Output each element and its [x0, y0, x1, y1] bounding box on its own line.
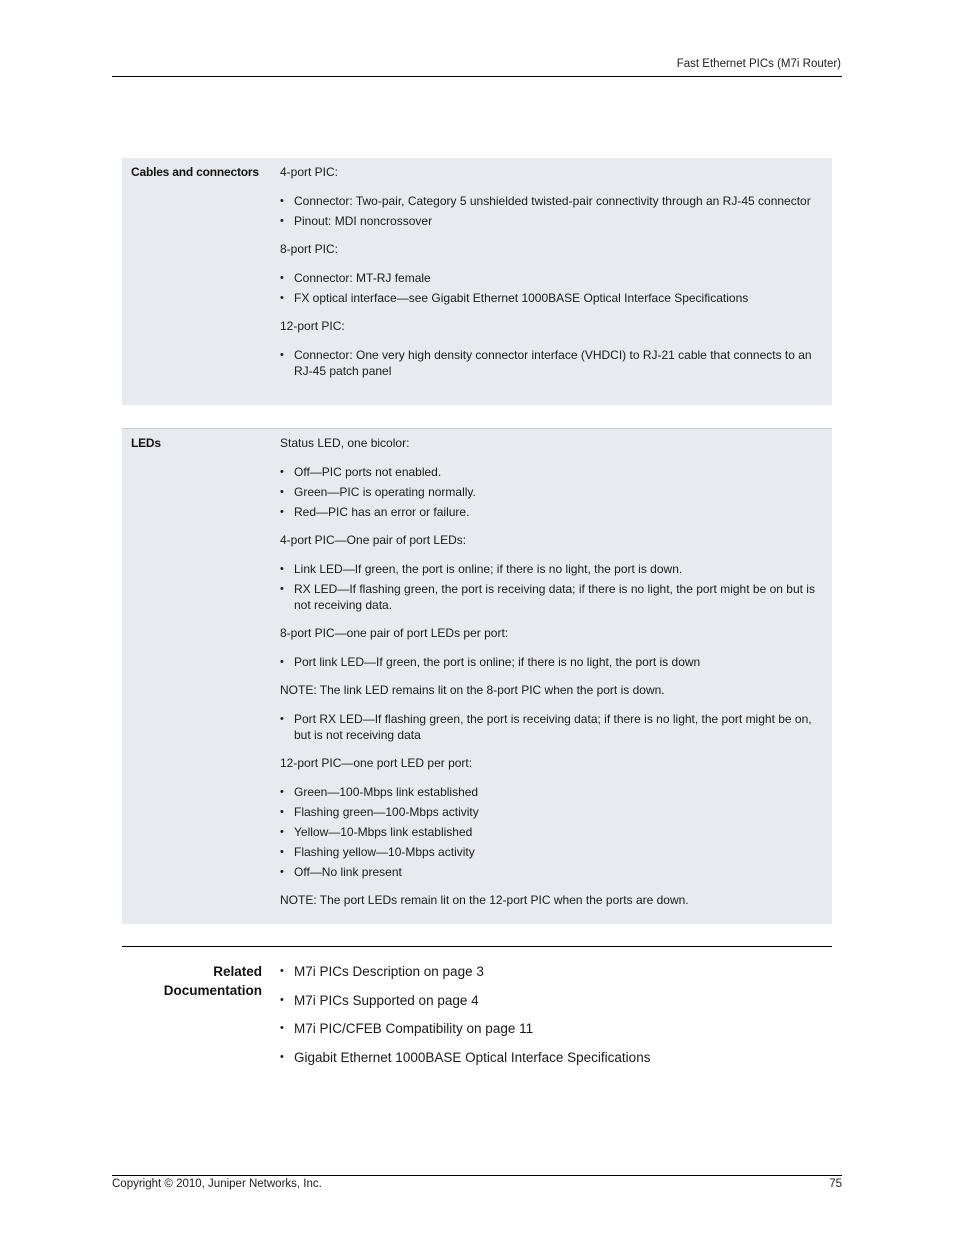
related-rule	[122, 946, 832, 947]
list-item: • RX LED—If flashing green, the port is receiving data; if there is no light, the port might be on but is not receiving data.	[280, 581, 826, 613]
list-item: • FX optical interface—see Gigabit Ethernet 1000BASE Optical Interface Specifications	[280, 290, 826, 306]
related-label-line1: Related	[213, 964, 262, 979]
list-item: • Connector: One very high density connector interface (VHDCI) to RJ-21 cable that connects to an RJ-45 patch panel	[280, 347, 826, 379]
footer-rule	[112, 1175, 842, 1176]
running-header-title: Fast Ethernet PICs (M7i Router)	[676, 58, 841, 70]
leds-12port-heading: 12-port PIC—one port LED per port:	[280, 756, 473, 770]
list-item: • Green—100-Mbps link established	[280, 784, 826, 800]
cables-8port-heading: 8-port PIC:	[280, 242, 339, 256]
list-item: • Connector: MT-RJ female	[280, 270, 826, 286]
related-link[interactable]: • M7i PICs Supported on page 4	[280, 991, 840, 1010]
leds-8port-note: NOTE: The link LED remains lit on the 8-port PIC when the port is down.	[280, 683, 665, 697]
header-rule	[112, 76, 842, 77]
leds-8port-heading: 8-port PIC—one pair of port LEDs per port:	[280, 626, 509, 640]
cables-4port-heading: 4-port PIC:	[280, 165, 339, 179]
list-item: • Port RX LED—If flashing green, the port is receiving data; if there is no light, the port might be on, but is not receiving data	[280, 711, 826, 743]
list-item: • Red—PIC has an error or failure.	[280, 504, 826, 520]
list-item: • Link LED—If green, the port is online; if there is no light, the port is down.	[280, 561, 826, 577]
cables-connectors-table	[122, 158, 832, 405]
footer-copyright: Copyright © 2010, Juniper Networks, Inc.	[112, 1178, 322, 1190]
list-item: • Green—PIC is operating normally.	[280, 484, 826, 500]
cables-12port-list	[280, 347, 826, 379]
leds-status-heading: Status LED, one bicolor:	[280, 436, 410, 450]
leds-table	[122, 428, 832, 924]
leds-4port-list	[280, 561, 826, 613]
list-item: • Yellow—10-Mbps link established	[280, 824, 826, 840]
list-item: • Flashing green—100-Mbps activity	[280, 804, 826, 820]
related-documentation-label	[122, 962, 262, 1000]
leds-12port-note: NOTE: The port LEDs remain lit on the 12-port PIC when the ports are down.	[280, 893, 689, 907]
leds-label: LEDs	[131, 436, 161, 450]
related-links-list	[280, 962, 840, 1076]
leds-status-list	[280, 464, 826, 520]
related-link[interactable]: • M7i PICs Description on page 3	[280, 962, 840, 981]
cables-connectors-label: Cables and connectors	[131, 165, 259, 179]
list-item: • Port link LED—If green, the port is online; if there is no light, the port is down	[280, 654, 826, 670]
cables-4port-list	[280, 193, 826, 229]
list-item: • Connector: Two-pair, Category 5 unshielded twisted-pair connectivity through an RJ-45 connector	[280, 193, 826, 209]
leds-cell	[280, 435, 826, 908]
leds-4port-heading: 4-port PIC—One pair of port LEDs:	[280, 533, 467, 547]
list-item: • Flashing yellow—10-Mbps activity	[280, 844, 826, 860]
list-item: • Off—PIC ports not enabled.	[280, 464, 826, 480]
cables-8port-list	[280, 270, 826, 306]
page-number: 75	[829, 1178, 842, 1190]
cables-connectors-cell	[280, 164, 826, 379]
leds-12port-list	[280, 784, 826, 880]
related-link[interactable]: • Gigabit Ethernet 1000BASE Optical Interface Specifications	[280, 1048, 840, 1067]
related-link[interactable]: • M7i PIC/CFEB Compatibility on page 11	[280, 1019, 840, 1038]
list-item: • Off—No link present	[280, 864, 826, 880]
related-label-line2: Documentation	[163, 983, 262, 998]
leds-8port-list-b	[280, 711, 826, 743]
list-item: • Pinout: MDI noncrossover	[280, 213, 826, 229]
cables-12port-heading: 12-port PIC:	[280, 319, 345, 333]
leds-8port-list-a	[280, 654, 826, 670]
